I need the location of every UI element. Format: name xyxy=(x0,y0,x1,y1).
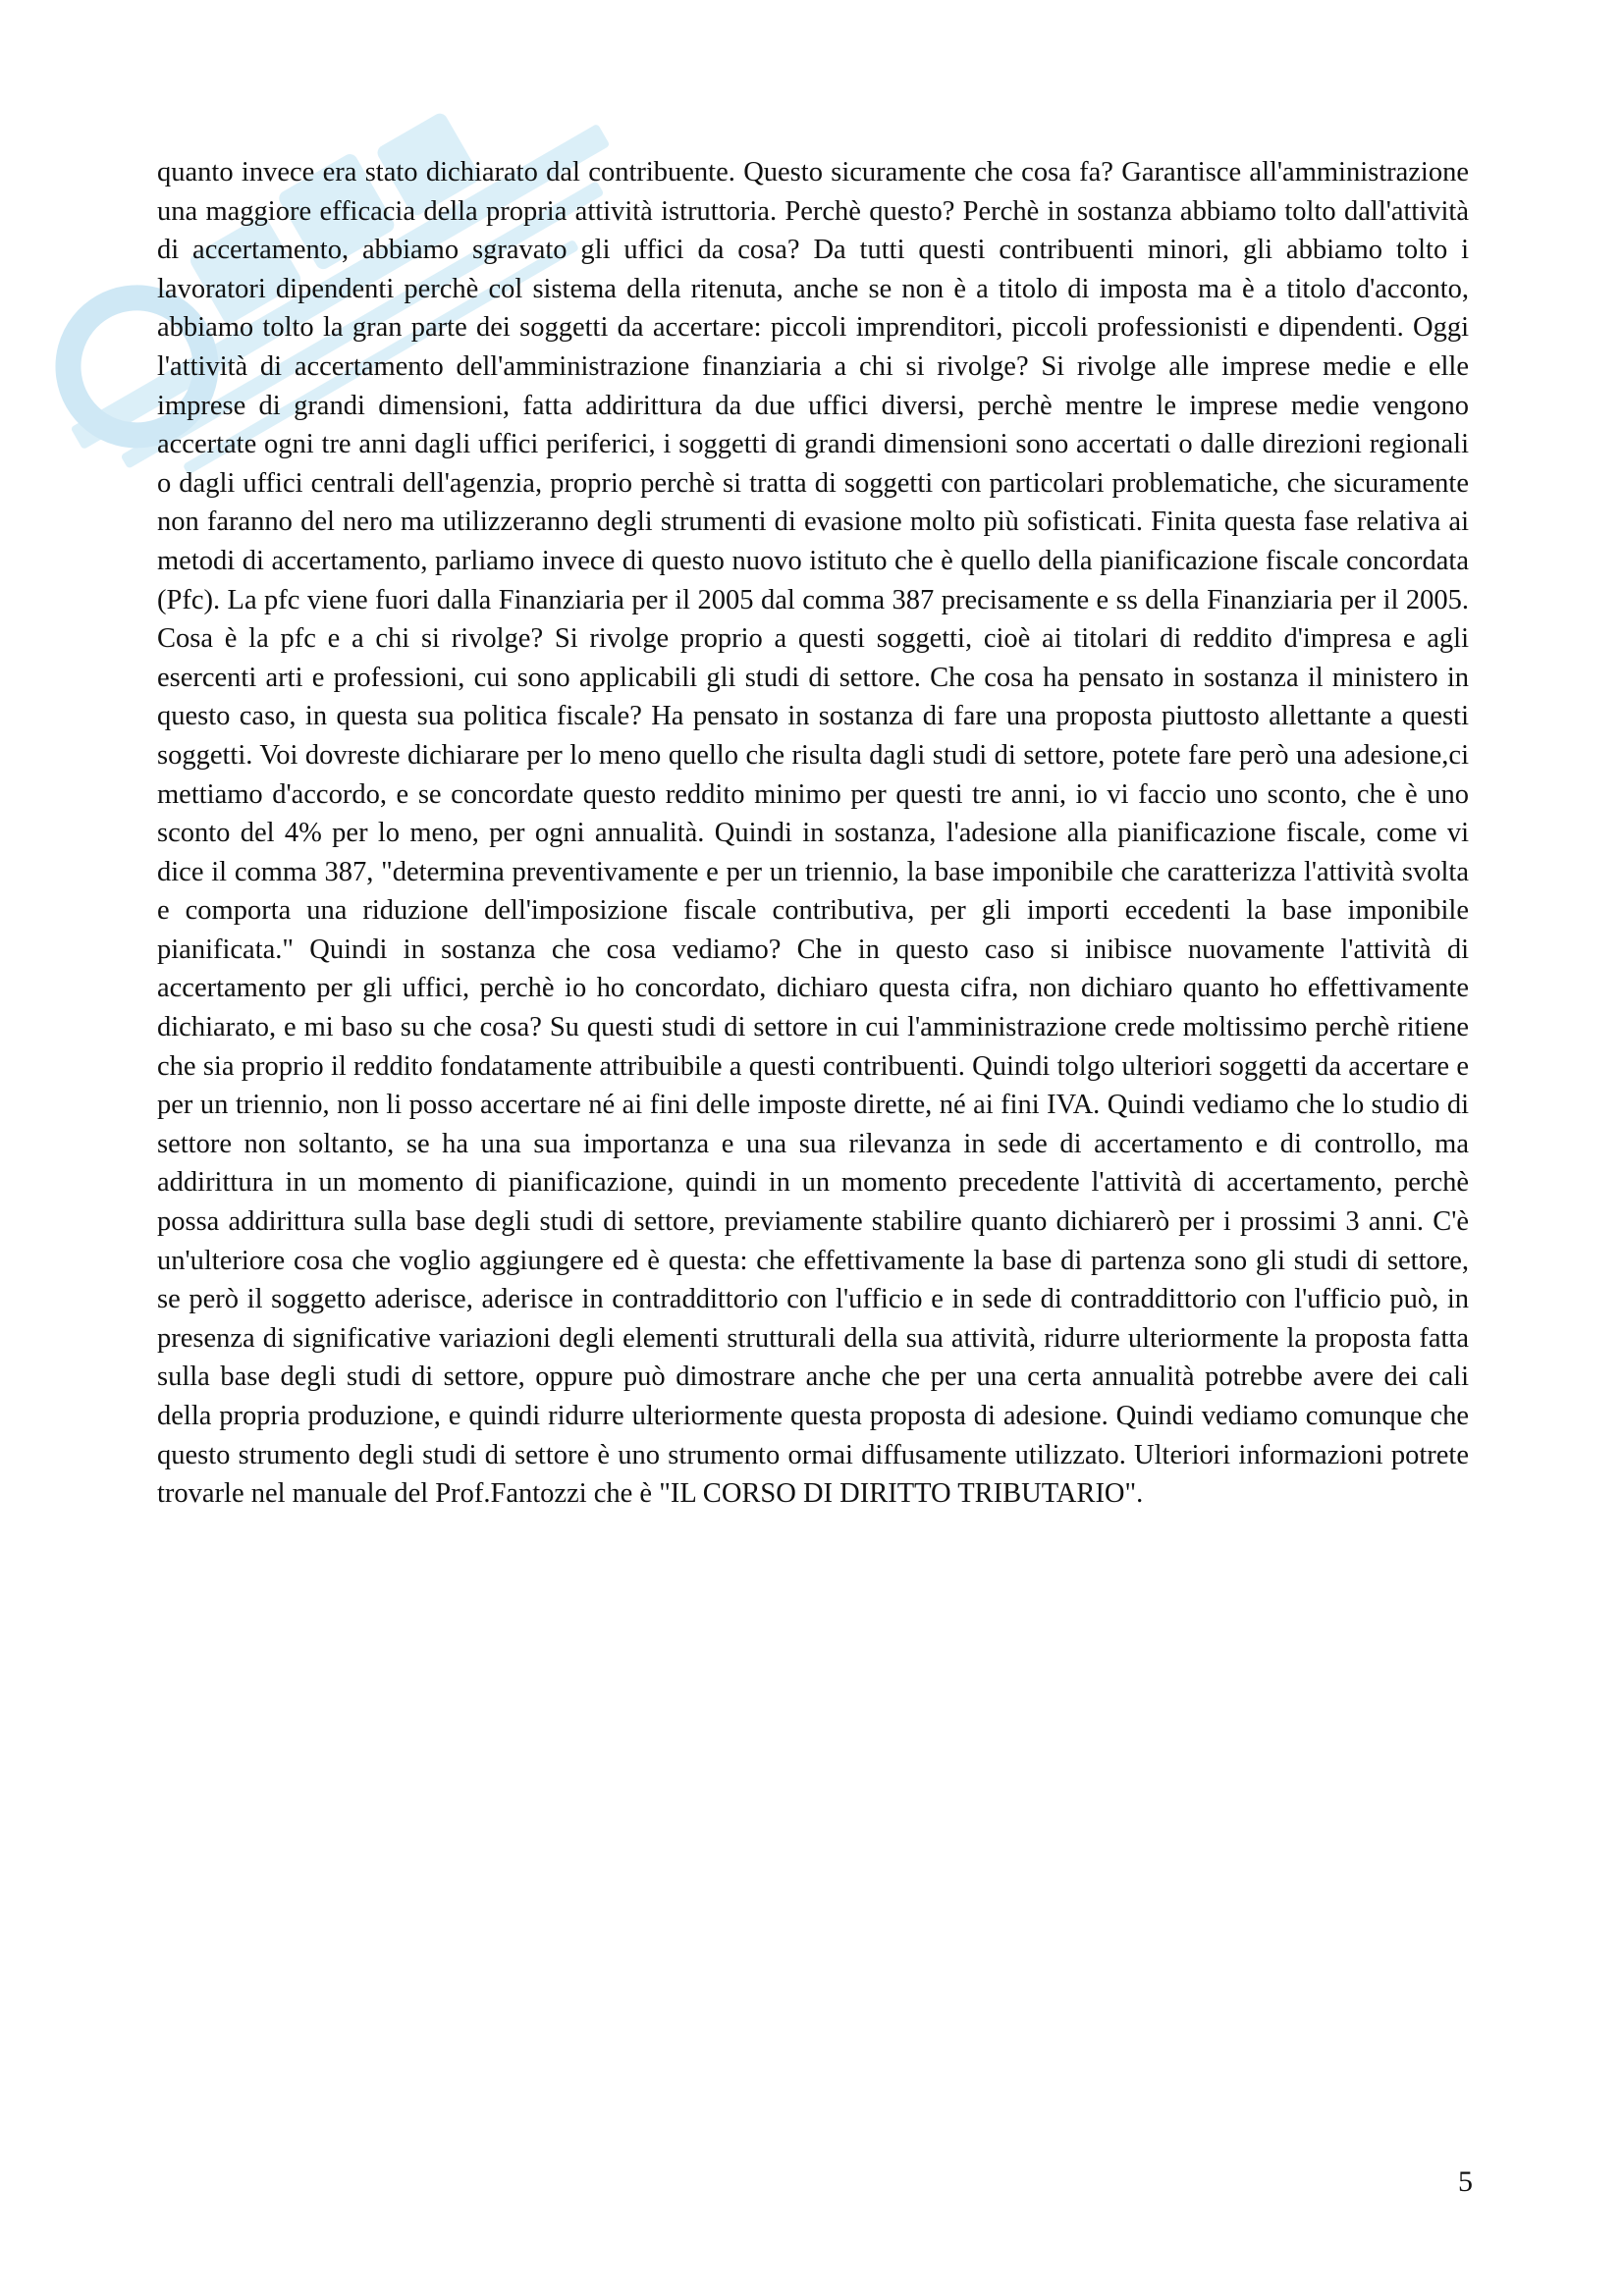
body-paragraph: quanto invece era stato dichiarato dal contribuente. Questo sicuramente che cosa fa? Garantisce all'amministrazione una maggiore efficacia della propria attività istruttoria. Perchè questo? Perchè in sostanza abbiamo tolto dall'attività di accertamento, abbiamo sgravato gli uffici da cosa? Da tutti questi contribuenti minori, gli abbiamo tolto i lavoratori dipendenti perchè col sistema della ritenuta, anche se non è a titolo di imposta ma è a titolo d'acconto, abbiamo tolto la gran parte dei soggetti da accertare: piccoli imprenditori, piccoli professionisti e dipendenti. Oggi l'attività di accertamento dell'amministrazione finanziaria a chi si rivolge? Si rivolge alle imprese medie e elle imprese di grandi dimensioni, fatta addirittura da due uffici diversi, perchè mentre le imprese medie vengono accertate ogni tre anni dagli uffici periferici, i soggetti di grandi dimensioni sono accertati o dalle direzioni regionali o dagli uffici centrali dell'agenzia, proprio perchè si tratta di soggetti con particolari problematiche, che sicuramente non faranno del nero ma utilizzeranno degli strumenti di evasione molto più sofisticati. Finita questa fase relativa ai metodi di accertamento, parliamo invece di questo nuovo istituto che è quello della pianificazione fiscale concordata (Pfc). La pfc viene fuori dalla Finanziaria per il 2005 dal comma 387 precisamente e ss della Finanziaria per il 2005. Cosa è la pfc e a chi si rivolge? Si rivolge proprio a questi soggetti, cioè ai titolari di reddito d'impresa e agli esercenti arti e professioni, cui sono applicabili gli studi di settore. Che cosa ha pensato in sostanza il ministero in questo caso, in questa sua politica fiscale? Ha pensato in sostanza di fare una proposta piuttosto allettante a questi soggetti. Voi dovreste dichiarare per lo meno quello che risulta dagli studi di settore, potete fare però una adesione,ci mettiamo d'accordo, e se concordate questo reddito minimo per questi tre anni, io vi faccio uno sconto, che è uno sconto del 4% per lo meno, per ogni annualità. Quindi in sostanza, l'adesione alla pianificazione fiscale, come vi dice il comma 387, "determina preventivamente e per un triennio, la base imponibile che caratterizza l'attività svolta e comporta una riduzione dell'imposizione fiscale contributiva, per gli importi eccedenti la base imponibile pianificata." Quindi in sostanza che cosa vediamo? Che in questo caso si inibisce nuovamente l'attività di accertamento per gli uffici, perchè io ho concordato, dichiaro questa cifra, non dichiaro quanto ho effettivamente dichiarato, e mi baso su che cosa? Su questi studi di settore in cui l'amministrazione crede moltissimo perchè ritiene che sia proprio il reddito fondatamente attribuibile a questi contribuenti. Quindi tolgo ulteriori soggetti da accertare e per un triennio, non li posso accertare né ai fini delle imposte dirette, né ai fini IVA. Quindi vediamo che lo studio di settore non soltanto, se ha una sua importanza e una sua rilevanza in sede di accertamento e di controllo, ma addirittura in un momento di pianificazione, quindi in un momento precedente l'attività di accertamento, perchè possa addirittura sulla base degli studi di settore, previamente stabilire quanto dichiarerò per i prossimi 3 anni. C'è un'ulteriore cosa che voglio aggiungere ed è questa: che effettivamente la base di partenza sono gli studi di settore, se però il soggetto aderisce, aderisce in contraddittorio con l'ufficio e in sede di contraddittorio con l'ufficio può, in presenza di significative variazioni degli elementi strutturali della sua attività, ridurre ulteriormente la proposta fatta sulla base degli studi di settore, oppure può dimostrare anche che per una certa annualità potrebbe avere dei cali della propria produzione, e quindi ridurre ulteriormente questa proposta di adesione. Quindi vediamo comunque che questo strumento degli studi di settore è uno strumento ormai diffusamente utilizzato. Ulteriori informazioni potrete trovarle nel manuale del Prof.Fantozzi che è "IL CORSO DI DIRITTO TRIBUTARIO". xyxy=(157,157,1469,1510)
page-number: 5 xyxy=(1458,2165,1473,2198)
